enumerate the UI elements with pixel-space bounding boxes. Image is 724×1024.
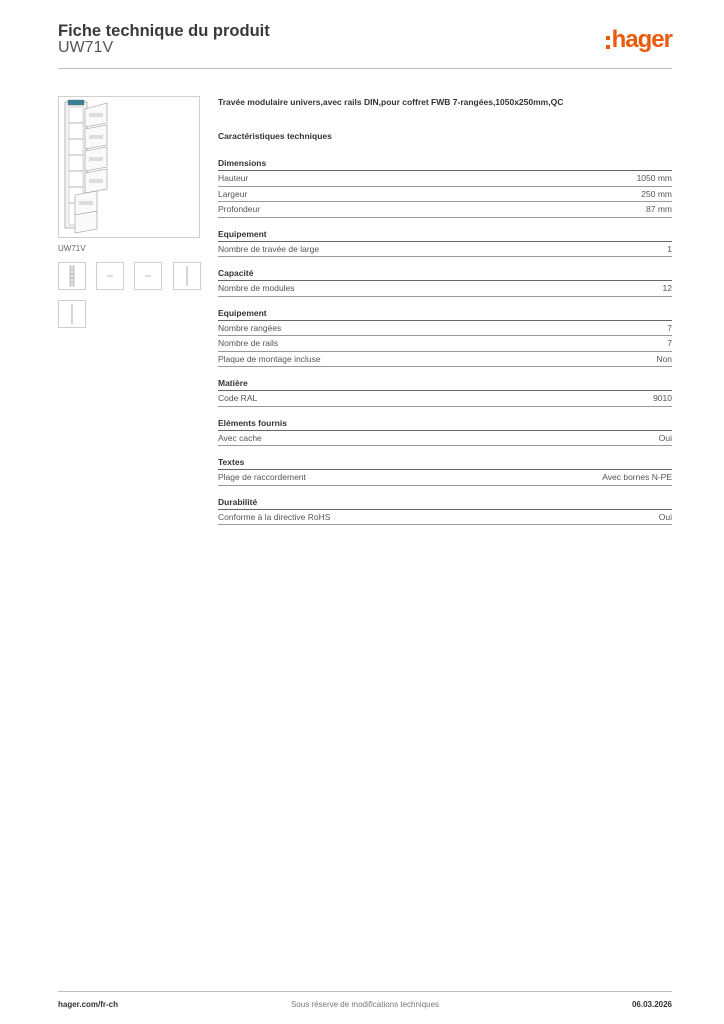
- page-header: [58, 22, 672, 69]
- logo-dots-icon: [606, 36, 610, 49]
- thumbnail-4[interactable]: [173, 262, 201, 290]
- spec-group-title: Durabilité: [218, 496, 672, 510]
- dimension-drawing-icon: [135, 263, 161, 289]
- footer-disclaimer: Sous réserve de modifications techniques: [290, 1000, 440, 1009]
- image-caption: UW71V: [58, 244, 86, 253]
- footer-website[interactable]: hager.com/fr-ch: [58, 1000, 119, 1009]
- product-description: Travée modulaire univers,avec rails DIN,pour coffret FWB 7-rangées,1050x250mm,QC: [218, 97, 564, 107]
- spec-label: Largeur: [218, 188, 248, 199]
- hager-logo: [606, 27, 672, 57]
- spec-group-title: Matière: [218, 377, 672, 391]
- thumbnail-5[interactable]: [58, 300, 86, 328]
- spec-group: [218, 456, 672, 486]
- section-heading: Caractéristiques techniques: [218, 131, 332, 141]
- spec-label: Conforme à la directive RoHS: [218, 511, 331, 522]
- spec-group: [218, 267, 672, 297]
- spec-value: 9010: [653, 393, 672, 403]
- side-view-icon: [174, 263, 200, 289]
- spec-value: 1050 mm: [636, 173, 672, 183]
- spec-value: 1: [667, 243, 672, 254]
- spec-label: Nombre rangées: [218, 322, 282, 333]
- side-view-icon: [59, 301, 85, 327]
- spec-row: [218, 510, 672, 526]
- spec-group-title: Equipement: [218, 307, 672, 321]
- spec-value: 12: [662, 283, 672, 293]
- spec-group: [218, 417, 672, 447]
- spec-group: [218, 157, 672, 218]
- page-footer: [58, 991, 672, 1016]
- spec-row: [218, 242, 672, 258]
- spec-row: [218, 281, 672, 297]
- footer-date: 06.03.2026: [631, 1000, 672, 1009]
- spec-group-title: Dimensions: [218, 157, 672, 171]
- spec-value: Oui: [658, 432, 672, 443]
- logo-text: hager: [611, 26, 672, 53]
- spec-label: Nombre de travée de large: [218, 243, 320, 254]
- spec-group: [218, 228, 672, 258]
- modular-panel-illustration: [59, 97, 199, 237]
- spec-label: Plage de raccordement: [218, 472, 306, 482]
- spec-label: Avec cache: [218, 432, 262, 443]
- spec-group-title: Equipement: [218, 228, 672, 242]
- panel-thumbnail-icon: [59, 263, 85, 289]
- spec-value: 87 mm: [646, 204, 672, 214]
- spec-group-title: Capacité: [218, 267, 672, 281]
- spec-row: [218, 336, 672, 352]
- spec-group-title: Textes: [218, 456, 672, 470]
- spec-groups: [218, 157, 672, 525]
- thumbnail-1[interactable]: [58, 262, 86, 290]
- spec-row: [218, 187, 672, 203]
- spec-value: Non: [656, 353, 672, 364]
- specifications: [218, 96, 672, 525]
- spec-label: Code RAL: [218, 393, 258, 403]
- page-title: Fiche technique du produit: [58, 22, 270, 40]
- spec-row: [218, 352, 672, 368]
- spec-row: [218, 171, 672, 187]
- spec-label: Hauteur: [218, 173, 249, 183]
- spec-value: Avec bornes N-PE: [602, 472, 672, 482]
- product-image[interactable]: [58, 96, 200, 238]
- spec-value: Oui: [658, 511, 672, 522]
- thumbnail-2[interactable]: [96, 262, 124, 290]
- spec-row: [218, 470, 672, 486]
- dimension-drawing-icon: [97, 263, 123, 289]
- spec-group: [218, 307, 672, 368]
- spec-value: 7: [667, 322, 672, 333]
- thumbnail-3[interactable]: [134, 262, 162, 290]
- spec-label: Profondeur: [218, 204, 261, 214]
- spec-row: [218, 431, 672, 447]
- spec-row: [218, 321, 672, 337]
- spec-label: Nombre de modules: [218, 283, 295, 293]
- spec-group: [218, 377, 672, 407]
- spec-label: Plaque de montage incluse: [218, 353, 321, 364]
- spec-value: 7: [667, 338, 672, 348]
- spec-group-title: Eléments fournis: [218, 417, 672, 431]
- spec-row: [218, 391, 672, 407]
- spec-group: [218, 496, 672, 526]
- spec-row: [218, 202, 672, 218]
- product-code: UW71V: [58, 39, 114, 56]
- spec-value: 250 mm: [641, 188, 672, 199]
- spec-label: Nombre de rails: [218, 338, 278, 348]
